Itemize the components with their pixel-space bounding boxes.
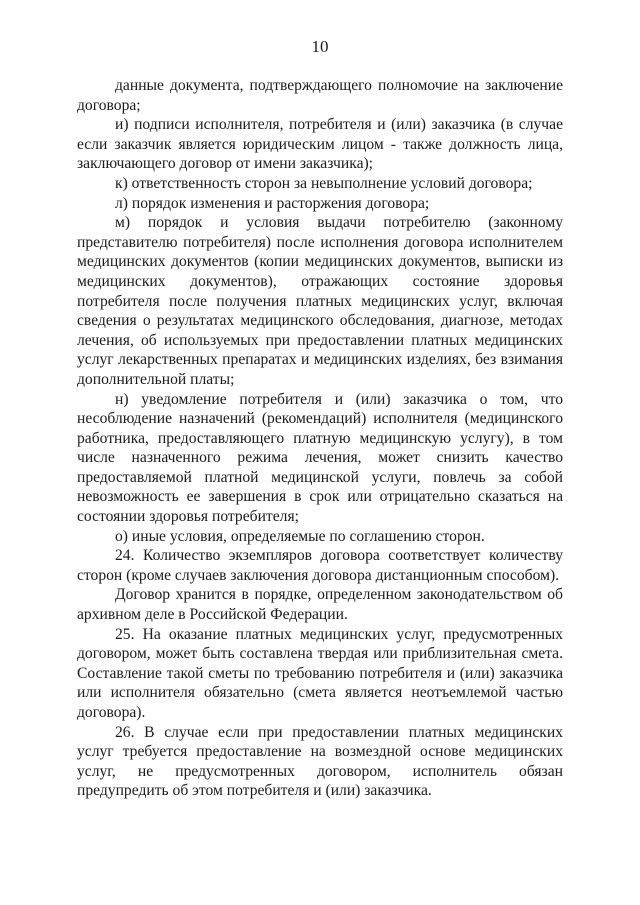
page-number: 10	[311, 37, 329, 56]
paragraph-clause-24: 24. Количество экземпляров договора соответствует количеству сторон (кроме случаев заключения договора дистанционным способом).	[77, 547, 563, 584]
paragraph-clause-25: 25. На оказание платных медицинских услуг, предусмотренных договором, может быть составлена твердая или приблизительная смета. Составление такой сметы по требованию потребителя и (или) заказчика или исполнителя обязательно (смета является неотъемлемой частью договора).	[77, 625, 563, 721]
paragraph-document-authority: данные документа, подтверждающего полномочие на заключение договора;	[77, 77, 563, 114]
paragraph-item-n-notification: н) уведомление потребителя и (или) заказчика о том, что несоблюдение назначений (рекомендаций) исполнителя (медицинского работника, предоставляющего платную медицинскую услугу), в том числе назначенного режима лечения, может снизить качество предоставляемой платной медицинской услуги, повлечь за собой невозможность ее завершения в срок или отрицательно сказаться на состоянии здоровья потребителя;	[77, 390, 563, 526]
paragraph-item-i-signatures: и) подписи исполнителя, потребителя и (или) заказчика (в случае если заказчик является юридическим лицом - также должность лица, заключающего договор от имени заказчика);	[77, 116, 563, 173]
paragraph-item-k-liability: к) ответственность сторон за невыполнение условий договора;	[115, 174, 533, 192]
paragraph-item-l-amendment: л) порядок изменения и расторжения договора;	[115, 194, 430, 212]
paragraph-item-o-other-terms: о) иные условия, определяемые по соглашению сторон.	[115, 527, 485, 545]
paragraph-contract-storage: Договор хранится в порядке, определенном законодательством об архивном деле в Российской Федерации.	[77, 586, 563, 624]
document-body	[77, 76, 563, 801]
paragraph-clause-26: 26. В случае если при предоставлении платных медицинских услуг требуется предоставление на возмездной основе медицинских услуг, не предусмотренных договором, исполнитель обязан предупредить об этом потребителя и (или) заказчика.	[77, 723, 563, 800]
paragraph-item-m-medical-documents: м) порядок и условия выдачи потребителю (законному представителю потребителя) после исполнения договора исполнителем медицинских документов (копии медицинских документов, выписки из медицинских документов), отражающих состояние здоровья потребителя после получения платных медицинских услуг, включая сведения о результатах медицинского обследования, диагнозе, методах лечения, об используемых при предоставлении платных медицинских услуг лекарственных препаратах и медицинских изделиях, без взимания дополнительной платы;	[77, 214, 563, 388]
